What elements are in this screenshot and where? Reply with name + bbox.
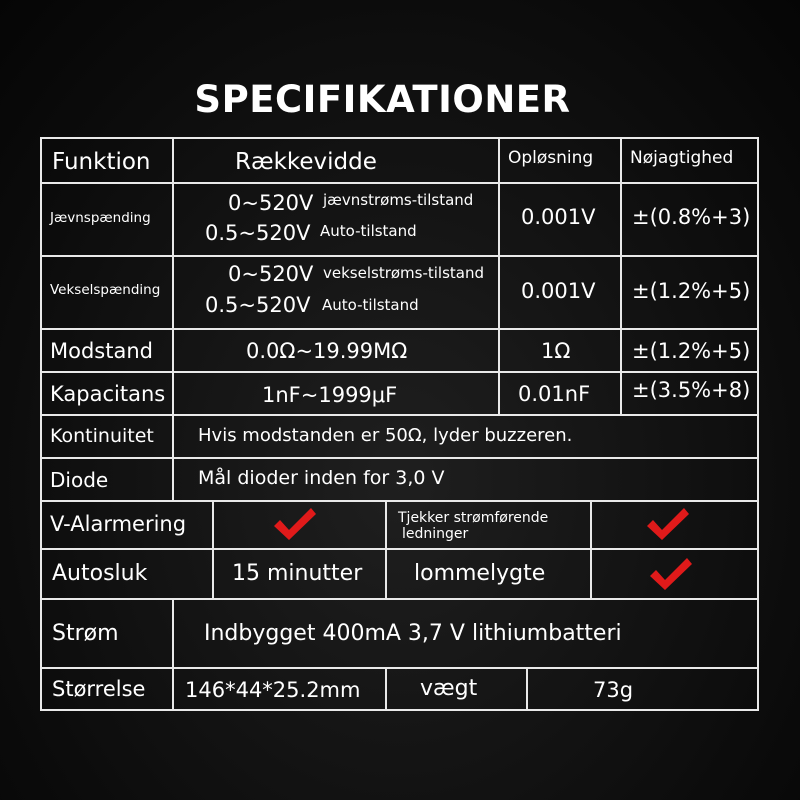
resistance-range: 0.0Ω~19.99MΩ <box>246 339 408 363</box>
grid-line <box>526 667 528 711</box>
grid-line <box>172 137 174 414</box>
grid-line <box>40 709 759 711</box>
grid-line <box>40 137 42 711</box>
acv-accuracy: ±(1.2%+5) <box>632 279 751 303</box>
check-mark-icon <box>645 506 691 542</box>
live-wire-check-line2: ledninger <box>402 526 469 542</box>
size-value: 146*44*25.2mm <box>185 678 361 702</box>
resistance-label: Modstand <box>50 339 153 363</box>
capacitance-accuracy: ±(3.5%+8) <box>632 378 751 402</box>
acv-label: Vekselspænding <box>50 282 161 298</box>
grid-line <box>385 667 387 711</box>
weight-value: 73g <box>593 678 634 702</box>
grid-line <box>40 255 759 257</box>
power-label: Strøm <box>52 621 119 646</box>
diode-text: Mål dioder inden for 3,0 V <box>198 467 445 489</box>
check-mark-icon <box>272 506 318 542</box>
grid-line <box>40 598 759 600</box>
acv-resolution: 0.001V <box>521 279 596 303</box>
header-function: Funktion <box>52 149 151 175</box>
acv-range2: 0.5~520V <box>205 293 311 317</box>
power-value: Indbygget 400mA 3,7 V lithiumbatteri <box>204 621 622 646</box>
acv-range1: 0~520V <box>228 262 314 286</box>
continuity-text: Hvis modstanden er 50Ω, lyder buzzeren. <box>198 425 573 446</box>
grid-line <box>40 414 759 416</box>
dcv-accuracy: ±(0.8%+3) <box>632 205 751 229</box>
weight-label: vægt <box>420 676 478 701</box>
size-label: Størrelse <box>52 677 146 701</box>
grid-line <box>172 667 174 711</box>
acv-mode1: vekselstrøms-tilstand <box>323 264 485 282</box>
header-range: Rækkevidde <box>235 149 377 175</box>
grid-line <box>385 500 387 598</box>
grid-line <box>40 500 759 502</box>
grid-line <box>40 548 759 550</box>
autooff-value: 15 minutter <box>232 561 363 586</box>
resistance-accuracy: ±(1.2%+5) <box>632 339 751 363</box>
page-title: SPECIFIKATIONER <box>194 78 571 121</box>
diode-label: Diode <box>50 468 109 492</box>
grid-line <box>172 598 174 667</box>
grid-line <box>498 137 500 414</box>
dcv-mode1: jævnstrøms-tilstand <box>323 191 474 209</box>
grid-line <box>40 328 759 330</box>
capacitance-range: 1nF~1999μF <box>262 383 398 407</box>
check-mark-icon <box>648 556 694 592</box>
grid-line <box>212 500 214 598</box>
grid-line <box>172 414 174 500</box>
resistance-resolution: 1Ω <box>541 339 571 363</box>
grid-line <box>40 182 759 184</box>
capacitance-resolution: 0.01nF <box>518 382 591 406</box>
flashlight-label: lommelygte <box>414 561 546 586</box>
dcv-range1: 0~520V <box>228 191 314 215</box>
dcv-range2: 0.5~520V <box>205 221 311 245</box>
dcv-label: Jævnspænding <box>50 210 151 226</box>
continuity-label: Kontinuitet <box>50 425 154 447</box>
capacitance-label: Kapacitans <box>50 382 166 406</box>
header-accuracy: Nøjagtighed <box>630 148 734 168</box>
header-resolution: Opløsning <box>508 148 594 168</box>
autooff-label: Autosluk <box>52 561 148 586</box>
valarm-label: V-Alarmering <box>50 512 187 536</box>
grid-line <box>40 457 759 459</box>
dcv-mode2: Auto-tilstand <box>320 222 417 240</box>
grid-line <box>757 137 759 711</box>
live-wire-check-line1: Tjekker strømførende <box>398 510 549 526</box>
grid-line <box>590 500 592 598</box>
grid-line <box>40 667 759 669</box>
grid-line <box>40 137 759 139</box>
acv-mode2: Auto-tilstand <box>322 296 419 314</box>
grid-line <box>40 371 759 373</box>
grid-line <box>620 137 622 414</box>
dcv-resolution: 0.001V <box>521 205 596 229</box>
